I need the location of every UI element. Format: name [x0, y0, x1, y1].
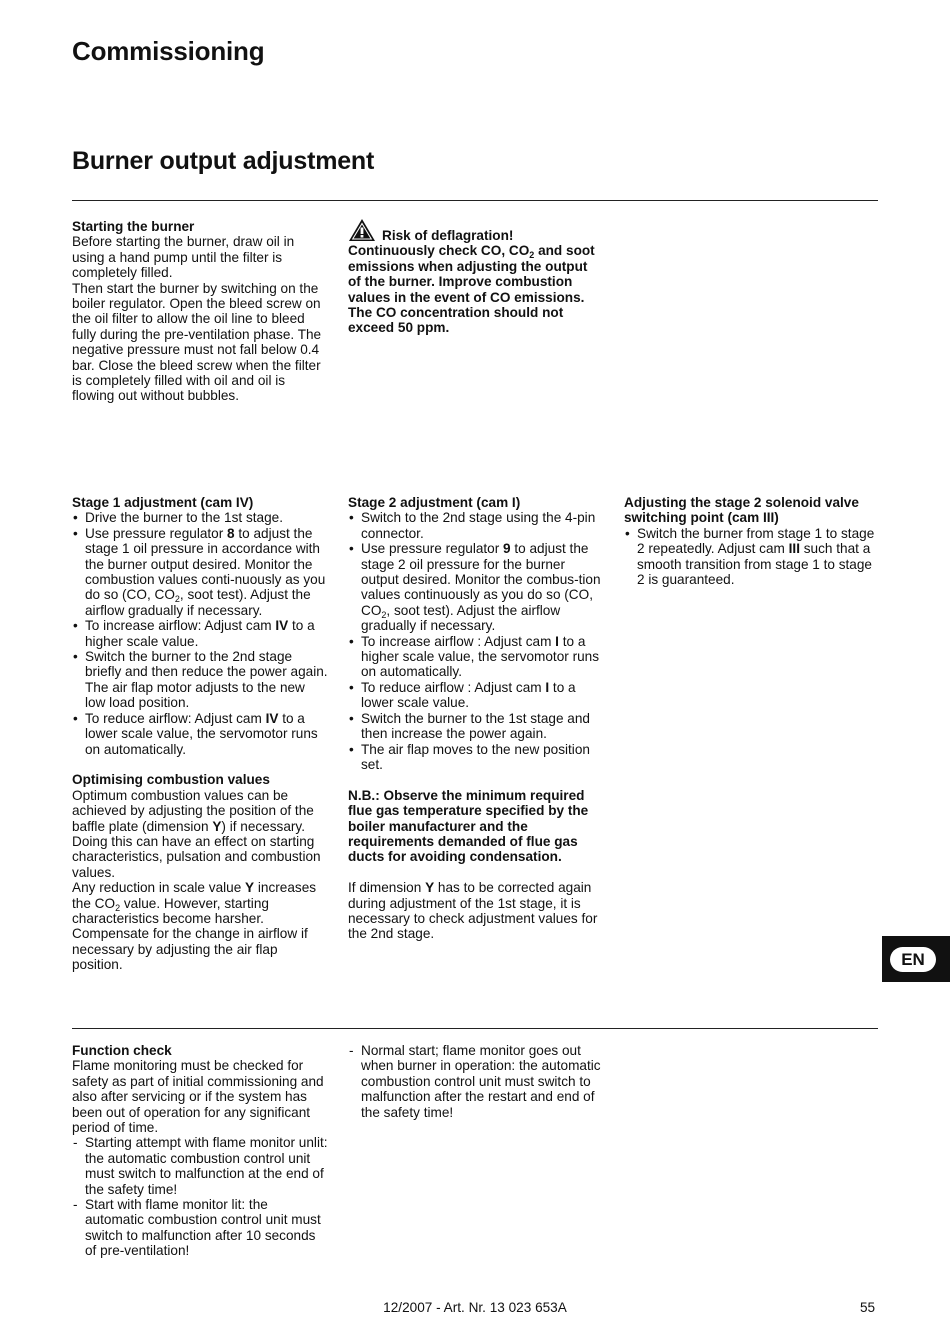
starting-burner-text-2: Then start the burner by switching on the boiler regulator. Open the bleed screw on the oil filter to allow the oil line to bleed fully during the pre-ventilation phase. The negative pressure must not fall below 0.4 bar. Close the bleed screw when the filter is completely filled with oil and oil is flowing out without bubbles.	[72, 280, 322, 404]
starting-burner-text: Before starting the burner, draw oil in using a hand pump until the filter is completely filled.	[72, 234, 295, 281]
list-item: - Normal start; flame monitor goes out when burner in operation: the automatic combustion control unit must switch to malfunction after the restart and end of the safety time!	[349, 1043, 601, 1120]
optimising-text: Optimum combustion values can be achieved by adjusting the position of the baffle plate (dimension Y) if necessary. Doing this can have an effect on starting characteristics, pulsation and combustion values.	[72, 787, 321, 880]
language-tab	[882, 936, 950, 982]
stage2-heading: Stage 2 adjustment (cam I)	[348, 495, 521, 510]
deflagration-warning	[348, 218, 604, 336]
function-check-continued	[348, 1043, 604, 1120]
dimension-note: If dimension Y has to be corrected again during adjustment of the 1st stage, it is necessary to check adjustment values for the 2nd stage.	[348, 880, 598, 942]
solenoid-heading: Adjusting the stage 2 solenoid valve switching point (cam III)	[624, 495, 859, 526]
warning-text: Continuously check CO, $CO_2$ and soot emissions when adjusting the output of the burner. Improve combustion values in the event of CO emissions. The CO concentration should not exceed 50 ppm.	[348, 243, 595, 336]
list-item: • To increase airflow : Adjust cam I to a higher scale value, the servomotor runs on automatically.	[349, 633, 600, 680]
list-item: • Use pressure regulator 9 to adjust the stage 2 oil pressure for the burner output desired. Monitor the combus-tion values continuously as you do so (CO, $CO_2$, soot test). Adjust the airflow gradually if necessary.	[349, 541, 601, 634]
page-number: 55	[860, 1300, 876, 1315]
list-item: • To reduce airflow: Adjust cam IV to a lower scale value, the servomotor runs on automatically.	[73, 710, 318, 757]
list-item: • Use pressure regulator 8 to adjust the stage 1 oil pressure in accordance with the burner output desired. Monitor the combustion values conti-nuously as you do so (CO, $CO_2$, soot test). Adjust the airflow gradually if necessary.	[73, 525, 326, 618]
list-item: - Start with flame monitor lit: the automatic combustion control unit must switch to malfunction after 10 seconds of pre-ventilation!	[73, 1197, 321, 1259]
list-item: • To increase airflow: Adjust cam IV to a higher scale value.	[73, 618, 315, 649]
stage1-heading: Stage 1 adjustment (cam IV)	[72, 495, 254, 510]
warning-title: Risk of deflagration!	[382, 228, 514, 243]
page-title: Commissioning	[72, 36, 265, 66]
list-item: • Switch the burner from stage 1 to stage 2 repeatedly. Adjust cam III such that a smooth transition from stage 1 to stage 2 is guaranteed.	[625, 525, 875, 588]
optimising-heading: Optimising combustion values	[72, 772, 270, 788]
list-item: • Switch to the 2nd stage using the 4-pin connector.	[349, 510, 596, 541]
bottom-divider	[72, 1028, 878, 1029]
function-check-section	[72, 1043, 328, 1259]
section-title: Burner output adjustment	[72, 147, 375, 175]
language-label: EN	[890, 947, 936, 972]
list-item: • Switch the burner to the 1st stage and then increase the power again.	[349, 710, 590, 742]
list-item: • The air flap moves to the new position set.	[349, 741, 590, 772]
warning-triangle-icon	[348, 218, 376, 242]
list-item: • Switch the burner to the 2nd stage briefly and then reduce the power again. The air flap motor adjusts to the new low load position.	[73, 649, 328, 711]
list-item: • To reduce airflow : Adjust cam I to a lower scale value.	[349, 679, 576, 711]
stage2-section	[348, 495, 604, 942]
optimising-text-2: Any reduction in scale value Y increases the $CO_2$ value. However, starting characteristics become harsher. Compensate for the change in airflow if necessary by adjusting the air flap position.	[72, 880, 317, 973]
starting-burner-section	[72, 219, 328, 404]
top-divider	[72, 200, 878, 201]
stage1-section	[72, 495, 328, 973]
function-check-text: Flame monitoring must be checked for safety as part of initial commissioning and also after servicing or if the system has been out of operation for any significant period of time.	[72, 1058, 324, 1136]
nb-note: N.B.: Observe the minimum required flue gas temperature specified by the boiler manufacturer and the requirements demanded of flue gas ducts for avoiding condensation.	[348, 787, 589, 865]
function-check-heading: Function check	[72, 1043, 172, 1058]
list-item: - Starting attempt with flame monitor unlit: the automatic combustion control unit must switch to malfunction at the end of the safety time!	[73, 1135, 328, 1197]
starting-burner-heading: Starting the burner	[72, 219, 195, 234]
footer-doc-number: 12/2007 - Art. Nr. 13 023 653A	[383, 1300, 567, 1315]
solenoid-section	[624, 495, 880, 587]
list-item: • Drive the burner to the 1st stage.	[73, 510, 283, 526]
